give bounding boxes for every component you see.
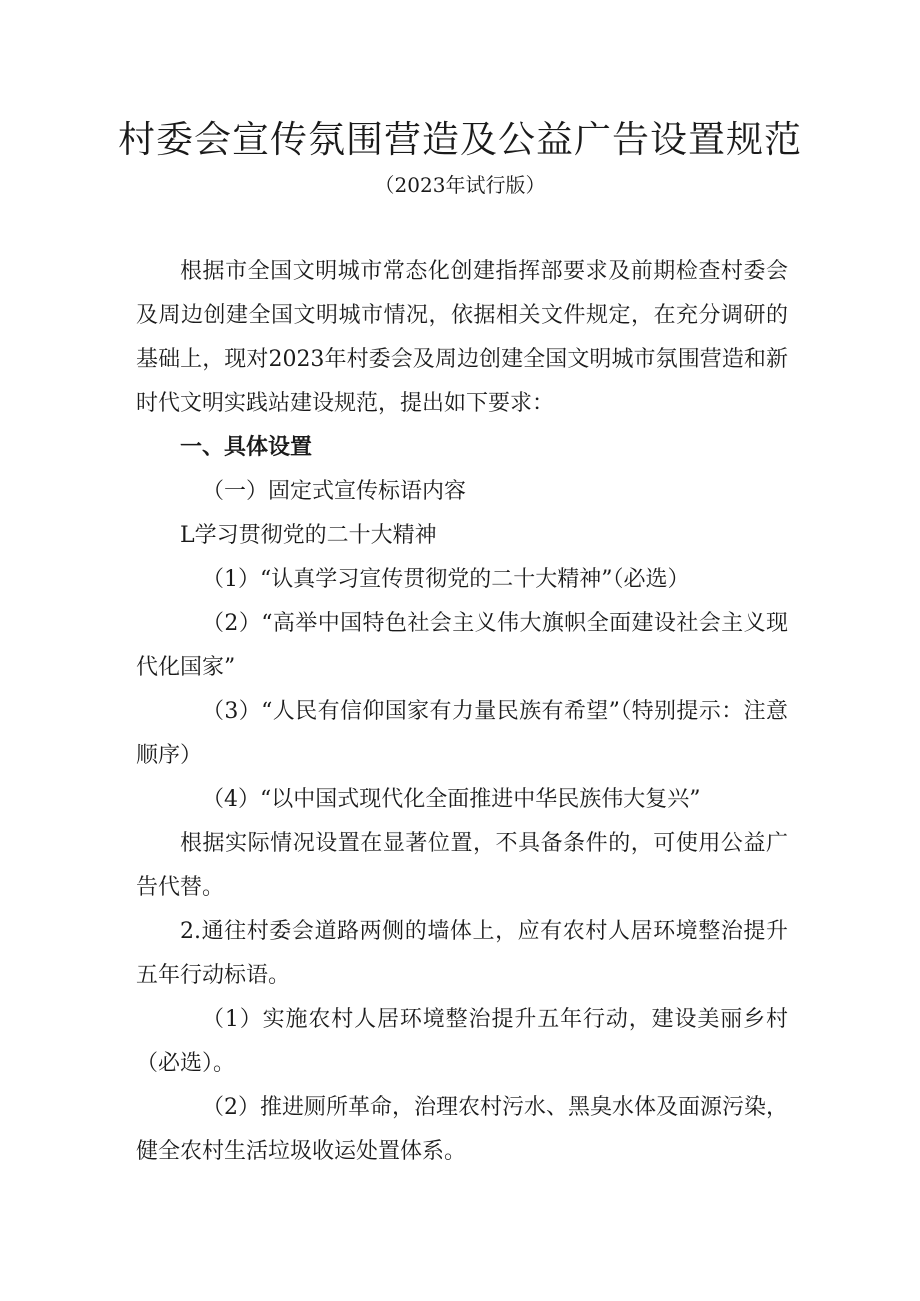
slogan-item: （4）“以中国式现代化全面推进中华民族伟大复兴” bbox=[202, 787, 701, 812]
slogan-item: （1）实施农村人居环境整治提升五年行动，建设美丽乡村（必选）。 bbox=[136, 1007, 788, 1076]
item-heading: 2.通往村委会道路两侧的墙体上，应有农村人居环境整治提升五年行动标语。 bbox=[136, 919, 788, 988]
item-heading: L学习贯彻党的二十大精神 bbox=[180, 523, 437, 548]
slogan-item: （3）“人民有信仰国家有力量民族有希望”（特别提示：注意顺序） bbox=[136, 699, 788, 768]
slogan-item: （2）推进厕所革命，治理农村污水、黑臭水体及面源污染，健全农村生活垃圾收运处置体系。 bbox=[136, 1095, 788, 1164]
section-heading: 一、具体设置 bbox=[180, 435, 313, 460]
subsection-heading: （一）固定式宣传标语内容 bbox=[202, 479, 467, 504]
document-subtitle: （2023年试行版） bbox=[374, 173, 546, 197]
document-body bbox=[136, 250, 788, 1174]
document-title: 村委会宣传氛围营造及公益广告设置规范 bbox=[118, 118, 802, 161]
slogan-item: （1）“认真学习宣传贯彻党的二十大精神”（必选） bbox=[202, 567, 690, 592]
intro-paragraph: 根据市全国文明城市常态化创建指挥部要求及前期检查村委会及周边创建全国文明城市情况，依据相关文件规定，在充分调研的基础上，现对2023年村委会及周边创建全国文明城市氛围营造和新时代文明实践站建设规范，提出如下要求： bbox=[136, 259, 788, 416]
slogan-item: （2）“高举中国特色社会主义伟大旗帜全面建设社会主义现代化国家” bbox=[136, 611, 788, 680]
note-paragraph: 根据实际情况设置在显著位置，不具备条件的，可使用公益广告代替。 bbox=[136, 831, 788, 900]
